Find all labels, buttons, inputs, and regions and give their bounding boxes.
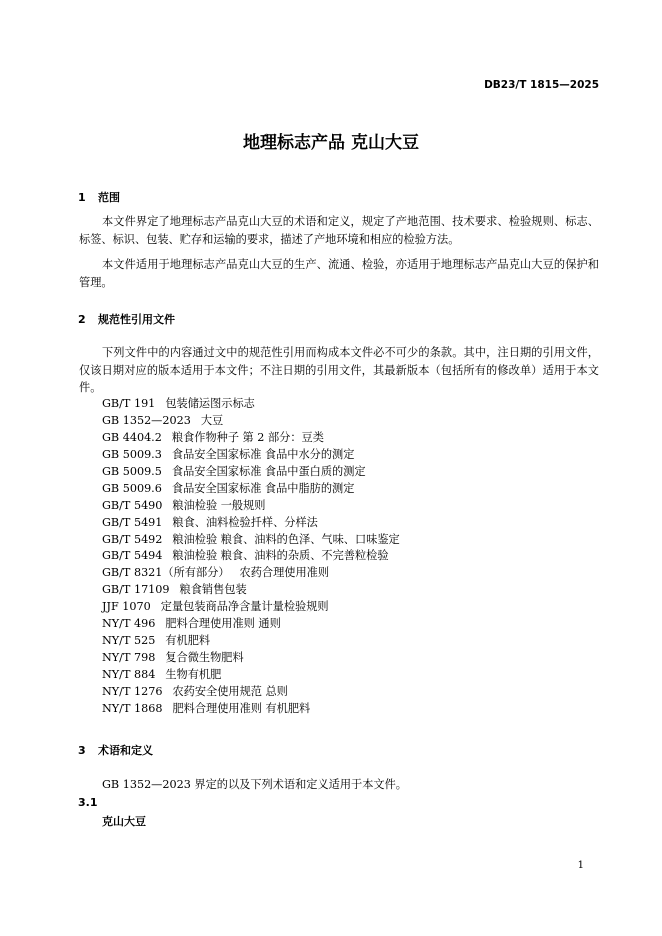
reference-item: [102, 565, 400, 582]
page-number: 1: [577, 860, 584, 871]
reference-code: GB 5009.5: [102, 464, 162, 478]
reference-title: 食品安全国家标准 食品中蛋白质的测定: [171, 464, 366, 478]
reference-item: [102, 616, 400, 633]
reference-title: 食品安全国家标准 食品中脂肪的测定: [171, 481, 355, 495]
reference-item: [102, 548, 400, 565]
section-number: 1: [78, 191, 86, 204]
section-heading-scope: [78, 189, 120, 205]
reference-title: 大豆: [200, 413, 224, 427]
section-title: 规范性引用文件: [98, 313, 175, 326]
reference-title: 肥料合理使用准则 通则: [165, 617, 281, 631]
term-name: 克山大豆: [102, 815, 146, 828]
reference-item: [102, 396, 400, 413]
reference-title: 有机肥料: [165, 634, 211, 648]
document-title: 地理标志产品 克山大豆: [243, 133, 419, 153]
references-intro-paragraph: 下列文件中的内容通过文中的规范性引用而构成本文件必不可少的条款。其中，注日期的引用文件，仅该日期对应的版本适用于本文件；不注日期的引用文件，其最新版本（包括所有的修改单）适用于本文件。: [79, 346, 599, 395]
reference-code: GB/T 5492: [102, 532, 163, 546]
reference-code: GB 5009.3: [102, 447, 162, 461]
reference-item: [102, 430, 400, 447]
reference-title: 定量包装商品净含量计量检验规则: [160, 600, 329, 614]
reference-code: GB/T 191: [102, 397, 156, 410]
section-heading-terms: [78, 742, 153, 758]
reference-code: NY/T 884: [102, 668, 156, 681]
reference-title: 生物有机肥: [165, 668, 222, 681]
reference-title: 粮油检验 一般规则: [172, 498, 266, 512]
reference-title: 粮食作物种子 第 2 部分：豆类: [171, 430, 324, 444]
standard-code: DB23/T 1815—2025: [484, 79, 599, 91]
reference-title: 粮食、油料检验扦样、分样法: [172, 515, 318, 529]
reference-code: NY/T 525: [102, 634, 156, 648]
scope-paragraph-2: 本文件适用于地理标志产品克山大豆的生产、流通、检验，亦适用于地理标志产品克山大豆的保护和管理。: [79, 258, 599, 289]
reference-item: [102, 650, 400, 667]
reference-item: [102, 515, 400, 532]
reference-code: GB 1352—2023: [102, 413, 191, 427]
reference-item: [102, 684, 400, 701]
reference-code: NY/T 496: [102, 617, 156, 631]
reference-item: [102, 667, 400, 684]
reference-code: GB/T 5490: [102, 498, 163, 512]
reference-title: 粮食销售包装: [179, 583, 247, 597]
term-number: 3.1: [78, 796, 98, 809]
reference-code: NY/T 1276: [102, 684, 163, 698]
reference-item: [102, 481, 400, 498]
reference-item: [102, 582, 400, 599]
reference-title: 包装储运图示标志: [165, 397, 255, 410]
reference-code: GB 5009.6: [102, 481, 162, 495]
reference-title: 粮油检验 粮食、油料的杂质、不完善粒检验: [172, 549, 389, 563]
reference-code: GB/T 8321（所有部分）: [102, 566, 230, 580]
reference-title: 复合微生物肥料: [165, 651, 244, 665]
reference-item: [102, 532, 400, 549]
reference-title: 农药安全使用规范 总则: [172, 684, 288, 698]
reference-list: [102, 396, 400, 718]
section-number: 2: [78, 313, 86, 326]
reference-item: [102, 447, 400, 464]
terms-intro-paragraph: GB 1352—2023 界定的以及下列术语和定义适用于本文件。: [102, 778, 407, 791]
reference-title: 食品安全国家标准 食品中水分的测定: [171, 447, 355, 461]
reference-item: [102, 413, 400, 430]
section-title: 范围: [98, 191, 120, 204]
reference-code: NY/T 1868: [102, 701, 163, 715]
reference-code: GB/T 5494: [102, 549, 163, 563]
reference-title: 农药合理使用准则: [239, 566, 330, 580]
reference-title: 粮油检验 粮食、油料的色泽、气味、口味鉴定: [172, 532, 400, 546]
reference-title: 肥料合理使用准则 有机肥料: [172, 701, 311, 715]
reference-code: GB 4404.2: [102, 430, 162, 444]
section-heading-normative-references: [78, 311, 175, 327]
reference-item: [102, 498, 400, 515]
reference-item: [102, 701, 400, 718]
reference-code: GB/T 17109: [102, 583, 170, 597]
reference-code: JJF 1070: [102, 600, 151, 614]
section-title: 术语和定义: [98, 744, 153, 757]
reference-code: GB/T 5491: [102, 515, 163, 529]
scope-paragraph-1: 本文件界定了地理标志产品克山大豆的术语和定义，规定了产地范围、技术要求、检验规则、标志、标签、标识、包装、贮存和运输的要求，描述了产地环境和相应的检验方法。: [79, 215, 599, 246]
reference-item: [102, 633, 400, 650]
reference-item: [102, 464, 400, 481]
reference-code: NY/T 798: [102, 651, 156, 665]
section-number: 3: [78, 744, 86, 757]
reference-item: [102, 599, 400, 616]
